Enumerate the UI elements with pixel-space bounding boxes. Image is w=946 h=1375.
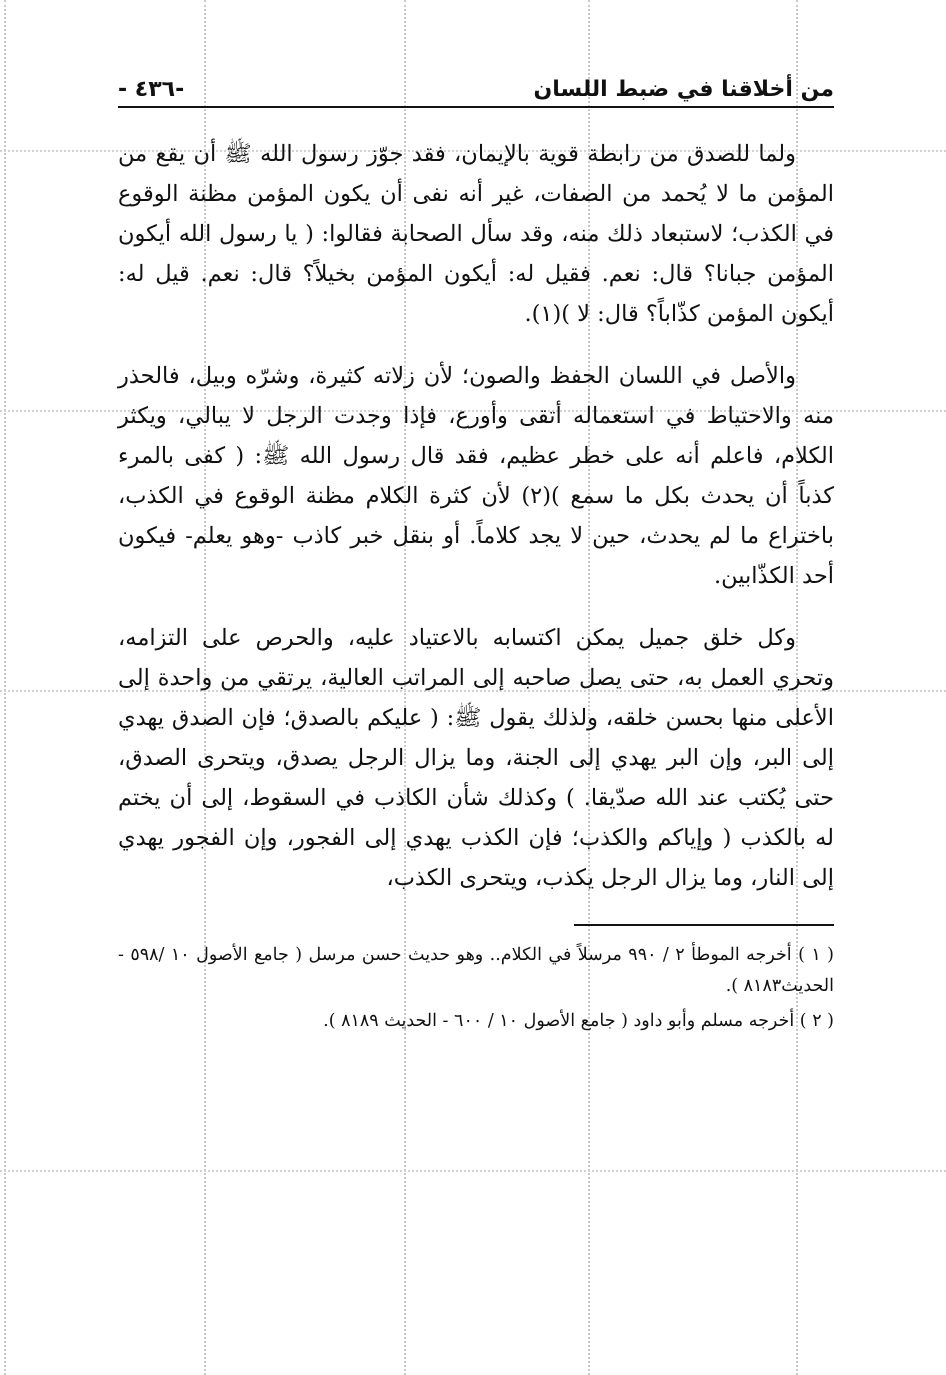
header-rule bbox=[118, 106, 834, 108]
paragraph: ولما للصدق من رابطة قوية بالإيمان، فقد جوّز رسول الله ﷺ أن يقع من المؤمن ما لا يُحمد من الصفات، غير أنه نفى أن يكون المؤمن مظنة الوقوع في الكذب؛ لاستبعاد ذلك منه، وقد سأل الصحابة فقالوا: ( يا رسول الله أيكون المؤمن جبانا؟ قال: نعم. فقيل له: أيكون المؤمن بخيلاً؟ قال: نعم. قيل له: أيكون المؤمن كذّاباً؟ قال: لا )(١). bbox=[118, 141, 834, 327]
page-title: من أخلاقنا في ضبط اللسان bbox=[533, 77, 834, 102]
paragraph: وكل خلق جميل يمكن اكتسابه بالاعتياد عليه، والحرص على التزامه، وتحري العمل به، حتى يصل صاحبه إلى المراتب العالية، يرتقي من واحدة إلى الأعلى منها بحسن خلقه، ولذلك يقول ﷺ: ( عليكم بالصدق؛ فإن الصدق يهدي إلى البر، وإن البر يهدي إلى الجنة، وما يزال الرجل يصدق، ويتحرى الصدق، حتى يُكتب عند الله صدّيقا. ) وكذلك شأن الكاذب في السقوط، إلى أن يختم له بالكذب ( وإياكم والكذب؛ فإن الكذب يهدي إلى الفجور، وإن الفجور يهدي إلى النار، وما يزال الرجل يكذب، ويتحرى الكذب، bbox=[118, 625, 834, 891]
book-page bbox=[118, 52, 834, 1342]
paragraph-gap bbox=[118, 348, 834, 356]
footnote: ( ١ ) أخرجه الموطأ ٢ / ٩٩٠ مرسلاً في الكلام.. وهو حديث حسن مرسل ( جامع الأصول ١٠ /٥٩٨ - الحديث٨١٨٣ ). bbox=[118, 945, 834, 996]
paragraph: والأصل في اللسان الحفظ والصون؛ لأن زلاته كثيرة، وشرّه وبيل، فالحذر منه والاحتياط في استعماله أتقى وأورع، فإذا وجدت الرجل لا يبالي، ويكثر الكلام، فاعلم أنه على خطر عظيم، فقد قال رسول الله ﷺ: ( كفى بالمرء كذباً أن يحدث بكل ما سمع )(٢) لأن كثرة الكلام مظنة الوقوع في الكذب، باختراع ما لم يحدث، حين لا يجد كلاماً. أو بنقل خبر كاذب -وهو يعلم- فيكون أحد الكذّابين. bbox=[118, 363, 835, 589]
grid-line bbox=[4, 0, 6, 1375]
paragraph-gap bbox=[118, 610, 834, 618]
footnote: ( ٢ ) أخرجه مسلم وأبو داود ( جامع الأصول ١٠ / ٦٠٠ - الحديث ٨١٨٩ ). bbox=[323, 1011, 834, 1031]
footnote-rule bbox=[574, 924, 834, 926]
page-number: -٤٣٦ - bbox=[118, 77, 185, 102]
running-header bbox=[118, 52, 834, 106]
